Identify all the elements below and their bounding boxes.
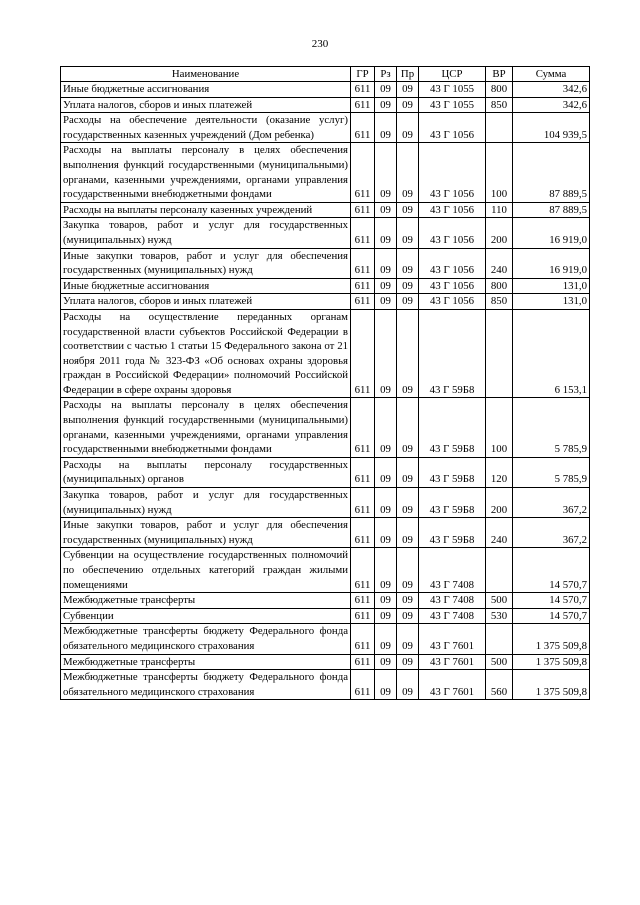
- budget-table: [60, 66, 590, 700]
- header-rz: Рз: [375, 67, 397, 82]
- table-row: [61, 82, 590, 98]
- row-gr-cell: 611: [351, 654, 375, 670]
- row-pr-cell: 09: [397, 82, 419, 98]
- table-row: [61, 624, 590, 654]
- row-name-cell: Расходы на выплаты персоналу государственных (муниципальных) органов: [61, 457, 351, 487]
- row-csr-cell: 43 Г 1055: [419, 82, 486, 98]
- row-vr-cell: 500: [486, 593, 513, 609]
- row-name-cell: Расходы на осуществление переданных органам государственной власти субъектов Российской Федерации в соответствии с частью 1 статьи 15 Федерального закона от 21 ноября 2011 года № 323-ФЗ «Об основах охраны здоровья граждан в Российской Федерации» полномочий Российской Федерации в сфере охраны здоровья: [61, 309, 351, 398]
- row-name-cell: Закупка товаров, работ и услуг для государственных (муниципальных) нужд: [61, 218, 351, 248]
- row-vr-cell: 200: [486, 488, 513, 518]
- row-gr-cell: 611: [351, 518, 375, 548]
- row-pr-cell: 09: [397, 398, 419, 457]
- row-rz-cell: 09: [375, 82, 397, 98]
- row-rz-cell: 09: [375, 457, 397, 487]
- table-header-row: [61, 67, 590, 82]
- row-rz-cell: 09: [375, 218, 397, 248]
- row-name-cell: Субвенции на осуществление государственных полномочий по обеспечению отдельных категорий граждан жилыми помещениями: [61, 548, 351, 593]
- table-row: [61, 398, 590, 457]
- row-gr-cell: 611: [351, 593, 375, 609]
- table-body: [61, 82, 590, 700]
- row-rz-cell: 09: [375, 608, 397, 624]
- row-gr-cell: 611: [351, 82, 375, 98]
- row-sum-cell: 131,0: [513, 278, 590, 294]
- row-rz-cell: 09: [375, 548, 397, 593]
- row-rz-cell: 09: [375, 488, 397, 518]
- row-csr-cell: 43 Г 1056: [419, 218, 486, 248]
- row-pr-cell: 09: [397, 248, 419, 278]
- row-rz-cell: 09: [375, 113, 397, 143]
- row-vr-cell: [486, 113, 513, 143]
- row-pr-cell: 09: [397, 670, 419, 700]
- row-vr-cell: 240: [486, 518, 513, 548]
- row-pr-cell: 09: [397, 457, 419, 487]
- row-name-cell: Расходы на выплаты персоналу казенных учреждений: [61, 202, 351, 218]
- row-sum-cell: 104 939,5: [513, 113, 590, 143]
- row-name-cell: Иные закупки товаров, работ и услуг для обеспечения государственных (муниципальных) нужд: [61, 248, 351, 278]
- row-pr-cell: 09: [397, 202, 419, 218]
- row-pr-cell: 09: [397, 278, 419, 294]
- row-sum-cell: 14 570,7: [513, 593, 590, 609]
- table-row: [61, 488, 590, 518]
- row-csr-cell: 43 Г 59Б8: [419, 518, 486, 548]
- row-csr-cell: 43 Г 1055: [419, 97, 486, 113]
- row-csr-cell: 43 Г 1056: [419, 143, 486, 202]
- table-row: [61, 593, 590, 609]
- row-pr-cell: 09: [397, 218, 419, 248]
- row-gr-cell: 611: [351, 488, 375, 518]
- row-sum-cell: 6 153,1: [513, 309, 590, 398]
- table-row: [61, 113, 590, 143]
- row-csr-cell: 43 Г 59Б8: [419, 457, 486, 487]
- row-name-cell: Расходы на выплаты персоналу в целях обеспечения выполнения функций государственными (муниципальными) органами, казенными учреждениями, органами управления государственными внебюджетными фондами: [61, 398, 351, 457]
- row-csr-cell: 43 Г 59Б8: [419, 309, 486, 398]
- row-vr-cell: [486, 309, 513, 398]
- header-pr: Пр: [397, 67, 419, 82]
- header-name: Наименование: [61, 67, 351, 82]
- row-rz-cell: 09: [375, 518, 397, 548]
- row-rz-cell: 09: [375, 143, 397, 202]
- table-row: [61, 309, 590, 398]
- row-vr-cell: 850: [486, 294, 513, 310]
- table-row: [61, 278, 590, 294]
- row-pr-cell: 09: [397, 294, 419, 310]
- row-csr-cell: 43 Г 59Б8: [419, 398, 486, 457]
- row-pr-cell: 09: [397, 608, 419, 624]
- table-row: [61, 548, 590, 593]
- row-csr-cell: 43 Г 1056: [419, 294, 486, 310]
- header-sum: Сумма: [513, 67, 590, 82]
- table-row: [61, 518, 590, 548]
- row-sum-cell: 16 919,0: [513, 218, 590, 248]
- row-pr-cell: 09: [397, 593, 419, 609]
- row-sum-cell: 1 375 509,8: [513, 624, 590, 654]
- row-sum-cell: 1 375 509,8: [513, 654, 590, 670]
- header-csr: ЦСР: [419, 67, 486, 82]
- row-name-cell: Иные закупки товаров, работ и услуг для обеспечения государственных (муниципальных) нужд: [61, 518, 351, 548]
- row-csr-cell: 43 Г 1056: [419, 248, 486, 278]
- row-gr-cell: 611: [351, 143, 375, 202]
- row-vr-cell: 560: [486, 670, 513, 700]
- row-vr-cell: 530: [486, 608, 513, 624]
- row-name-cell: Иные бюджетные ассигнования: [61, 278, 351, 294]
- table-row: [61, 218, 590, 248]
- row-vr-cell: [486, 548, 513, 593]
- row-name-cell: Межбюджетные трансферты: [61, 654, 351, 670]
- table-row: [61, 670, 590, 700]
- row-pr-cell: 09: [397, 624, 419, 654]
- row-name-cell: Иные бюджетные ассигнования: [61, 82, 351, 98]
- row-gr-cell: 611: [351, 309, 375, 398]
- row-vr-cell: [486, 624, 513, 654]
- row-gr-cell: 611: [351, 624, 375, 654]
- row-sum-cell: 367,2: [513, 488, 590, 518]
- row-pr-cell: 09: [397, 309, 419, 398]
- row-sum-cell: 131,0: [513, 294, 590, 310]
- table-row: [61, 248, 590, 278]
- row-sum-cell: 87 889,5: [513, 143, 590, 202]
- row-sum-cell: 5 785,9: [513, 457, 590, 487]
- row-name-cell: Межбюджетные трансферты бюджету Федерального фонда обязательного медицинского страхования: [61, 624, 351, 654]
- table-row: [61, 97, 590, 113]
- row-sum-cell: 342,6: [513, 97, 590, 113]
- row-rz-cell: 09: [375, 670, 397, 700]
- row-gr-cell: 611: [351, 97, 375, 113]
- row-vr-cell: 200: [486, 218, 513, 248]
- row-vr-cell: 110: [486, 202, 513, 218]
- row-vr-cell: 100: [486, 143, 513, 202]
- row-name-cell: Уплата налогов, сборов и иных платежей: [61, 294, 351, 310]
- row-gr-cell: 611: [351, 202, 375, 218]
- table-row: [61, 294, 590, 310]
- row-pr-cell: 09: [397, 548, 419, 593]
- row-gr-cell: 611: [351, 294, 375, 310]
- row-csr-cell: 43 Г 1056: [419, 278, 486, 294]
- row-sum-cell: 342,6: [513, 82, 590, 98]
- table-row: [61, 143, 590, 202]
- row-csr-cell: 43 Г 59Б8: [419, 488, 486, 518]
- row-vr-cell: 240: [486, 248, 513, 278]
- row-pr-cell: 09: [397, 654, 419, 670]
- row-name-cell: Расходы на выплаты персоналу в целях обеспечения выполнения функций государственными (муниципальными) органами, казенными учреждениями, органами управления государственными внебюджетными фондами: [61, 143, 351, 202]
- row-csr-cell: 43 Г 7408: [419, 593, 486, 609]
- row-csr-cell: 43 Г 1056: [419, 202, 486, 218]
- row-rz-cell: 09: [375, 593, 397, 609]
- row-rz-cell: 09: [375, 202, 397, 218]
- row-rz-cell: 09: [375, 278, 397, 294]
- row-sum-cell: 1 375 509,8: [513, 670, 590, 700]
- row-name-cell: Уплата налогов, сборов и иных платежей: [61, 97, 351, 113]
- row-rz-cell: 09: [375, 248, 397, 278]
- row-vr-cell: 850: [486, 97, 513, 113]
- row-vr-cell: 120: [486, 457, 513, 487]
- row-csr-cell: 43 Г 1056: [419, 113, 486, 143]
- header-vr: ВР: [486, 67, 513, 82]
- row-vr-cell: 800: [486, 278, 513, 294]
- row-gr-cell: 611: [351, 457, 375, 487]
- row-rz-cell: 09: [375, 654, 397, 670]
- row-rz-cell: 09: [375, 294, 397, 310]
- row-gr-cell: 611: [351, 218, 375, 248]
- row-rz-cell: 09: [375, 97, 397, 113]
- row-csr-cell: 43 Г 7408: [419, 608, 486, 624]
- row-name-cell: Расходы на обеспечение деятельности (оказание услуг) государственных казенных учреждений (Дом ребенка): [61, 113, 351, 143]
- row-rz-cell: 09: [375, 309, 397, 398]
- row-name-cell: Субвенции: [61, 608, 351, 624]
- row-rz-cell: 09: [375, 624, 397, 654]
- row-vr-cell: 500: [486, 654, 513, 670]
- row-name-cell: Межбюджетные трансферты: [61, 593, 351, 609]
- table-row: [61, 608, 590, 624]
- table-row: [61, 202, 590, 218]
- row-pr-cell: 09: [397, 97, 419, 113]
- row-csr-cell: 43 Г 7601: [419, 670, 486, 700]
- row-pr-cell: 09: [397, 488, 419, 518]
- row-sum-cell: 14 570,7: [513, 548, 590, 593]
- row-pr-cell: 09: [397, 143, 419, 202]
- row-name-cell: Закупка товаров, работ и услуг для государственных (муниципальных) нужд: [61, 488, 351, 518]
- row-gr-cell: 611: [351, 248, 375, 278]
- row-vr-cell: 800: [486, 82, 513, 98]
- row-csr-cell: 43 Г 7601: [419, 624, 486, 654]
- header-gr: ГР: [351, 67, 375, 82]
- table-row: [61, 654, 590, 670]
- row-name-cell: Межбюджетные трансферты бюджету Федерального фонда обязательного медицинского страхования: [61, 670, 351, 700]
- row-csr-cell: 43 Г 7408: [419, 548, 486, 593]
- page-number: 230: [311, 38, 329, 50]
- row-vr-cell: 100: [486, 398, 513, 457]
- row-sum-cell: 16 919,0: [513, 248, 590, 278]
- row-gr-cell: 611: [351, 670, 375, 700]
- row-rz-cell: 09: [375, 398, 397, 457]
- row-gr-cell: 611: [351, 398, 375, 457]
- row-sum-cell: 87 889,5: [513, 202, 590, 218]
- row-gr-cell: 611: [351, 278, 375, 294]
- row-sum-cell: 367,2: [513, 518, 590, 548]
- row-sum-cell: 5 785,9: [513, 398, 590, 457]
- row-sum-cell: 14 570,7: [513, 608, 590, 624]
- row-pr-cell: 09: [397, 518, 419, 548]
- row-gr-cell: 611: [351, 608, 375, 624]
- table-row: [61, 457, 590, 487]
- row-pr-cell: 09: [397, 113, 419, 143]
- row-csr-cell: 43 Г 7601: [419, 654, 486, 670]
- row-gr-cell: 611: [351, 113, 375, 143]
- row-gr-cell: 611: [351, 548, 375, 593]
